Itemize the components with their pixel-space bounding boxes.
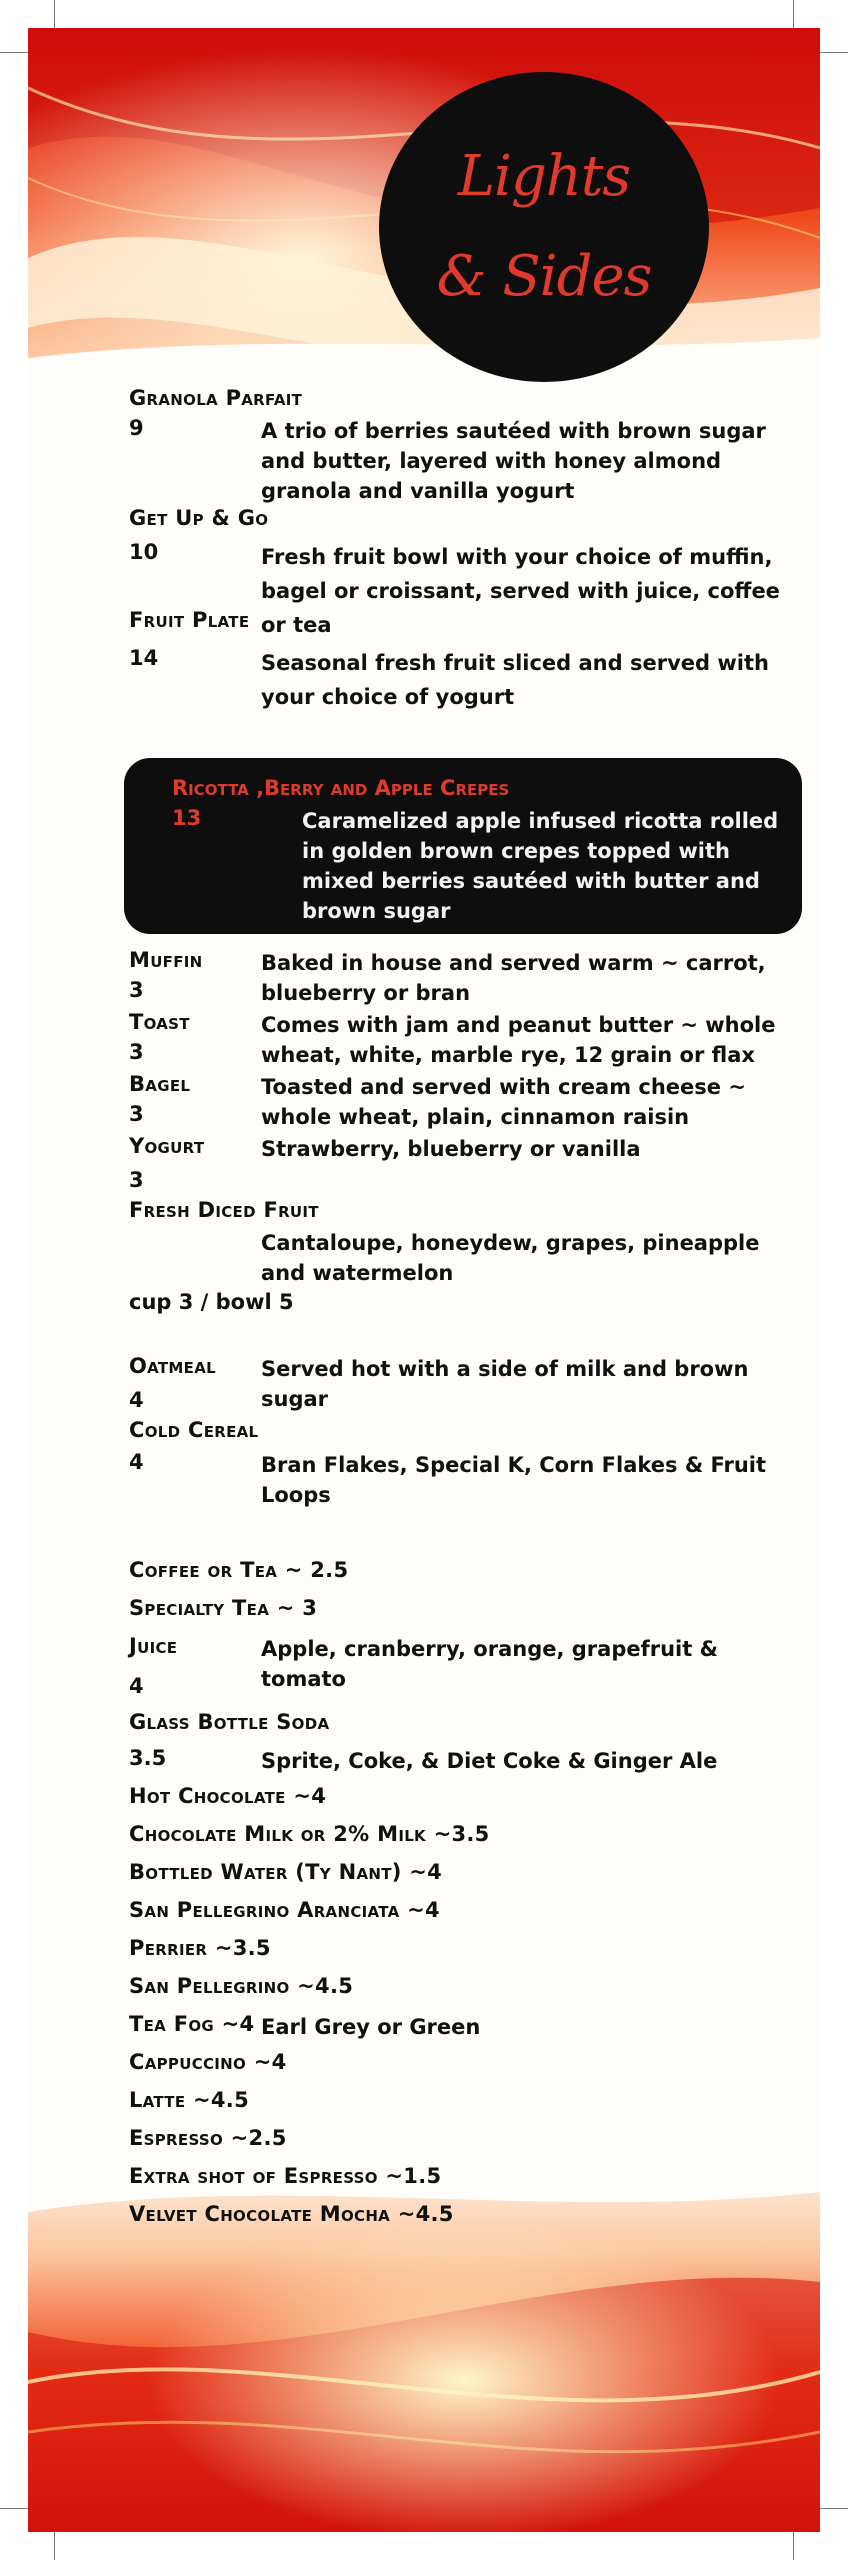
item-desc-muffin: Baked in house and served warm ~ carrot, blueberry or bran <box>261 951 766 1005</box>
drink-juice-desc: Apple, cranberry, orange, grapefruit & tomato <box>261 1637 718 1691</box>
item-desc-fresh-fruit: Cantaloupe, honeydew, grapes, pineapple and watermelon <box>261 1231 760 1285</box>
item-price-cereal: 4 <box>129 1450 144 1474</box>
drink-tea-fog-desc: Earl Grey or Green <box>261 2015 481 2039</box>
item-desc-bagel: Toasted and served with cream cheese ~ whole wheat, plain, cinnamon raisin <box>261 1075 746 1129</box>
item-desc-fruitplate: Seasonal fresh fruit sliced and served with your choice of yogurt <box>261 651 769 709</box>
item-name-fruitplate: Fruit Plate <box>129 608 250 632</box>
drink-soda-price: 3.5 <box>129 1746 167 1770</box>
item-desc-yogurt: Strawberry, blueberry or vanilla <box>261 1137 641 1161</box>
title-badge <box>379 72 709 382</box>
item-name-yogurt: Yogurt <box>129 1134 205 1158</box>
item-name-toast: Toast <box>129 1010 190 1034</box>
item-price-granola: 9 <box>129 416 144 440</box>
item-name-bagel: Bagel <box>129 1072 191 1096</box>
item-price-getupgo: 10 <box>129 540 159 564</box>
item-name-getupgo: Get Up & Go <box>129 506 269 530</box>
item-desc-cereal: Bran Flakes, Special K, Corn Flakes & Fruit Loops <box>261 1453 767 1507</box>
item-desc-oatmeal: Served hot with a side of milk and brown sugar <box>261 1357 749 1411</box>
item-price-fresh-fruit: cup 3 / bowl 5 <box>129 1290 294 1314</box>
item-desc-granola: A trio of berries sautéed with brown sugar and butter, layered with honey almond granola and vanilla yogurt <box>261 419 766 503</box>
title-lights: Lights <box>457 144 631 209</box>
drink-mocha: Velvet Chocolate Mocha ~4.5 <box>129 2202 454 2226</box>
bottom-flame-wave <box>28 2132 820 2532</box>
item-desc-getupgo: Fresh fruit bowl with your choice of muffin, bagel or croissant, served with juice, coffee or tea <box>261 545 780 637</box>
menu-page <box>28 28 820 2532</box>
item-price-yogurt: 3 <box>129 1168 144 1192</box>
drink-juice-price: 4 <box>129 1674 144 1698</box>
item-price-bagel: 3 <box>129 1102 144 1126</box>
featured-item-description: Caramelized apple infused ricotta rolled in golden brown crepes topped with mixed berries sautéed with butter and brown sugar <box>302 809 779 923</box>
drink-espresso: Espresso ~2.5 <box>129 2126 287 2150</box>
drink-water: Bottled Water (Ty Nant) ~4 <box>129 1860 443 1884</box>
item-desc-toast: Comes with jam and peanut butter ~ whole wheat, white, marble rye, 12 grain or flax <box>261 1013 776 1067</box>
drink-pellegrino: San Pellegrino ~4.5 <box>129 1974 354 1998</box>
drink-soda-desc: Sprite, Coke, & Diet Coke & Ginger Ale <box>261 1749 718 1773</box>
drink-soda-name: Glass Bottle Soda <box>129 1710 330 1734</box>
item-price-fruitplate: 14 <box>129 646 159 670</box>
featured-item-name: Ricotta ,Berry and Apple Crepes <box>172 776 510 800</box>
drink-perrier: Perrier ~3.5 <box>129 1936 271 1960</box>
item-name-muffin: Muffin <box>129 948 203 972</box>
drink-chocolate-milk: Chocolate Milk or 2% Milk ~3.5 <box>129 1822 490 1846</box>
item-name-granola: Granola Parfait <box>129 386 303 410</box>
drink-latte: Latte ~4.5 <box>129 2088 249 2112</box>
drink-coffee: Coffee or Tea ~ 2.5 <box>129 1558 349 1582</box>
drink-tea-fog-name: Tea Fog ~4 <box>129 2012 255 2036</box>
item-price-muffin: 3 <box>129 978 144 1002</box>
drink-extra-shot: Extra shot of Espresso ~1.5 <box>129 2164 442 2188</box>
drink-juice-name: Juice <box>129 1634 178 1658</box>
item-price-oatmeal: 4 <box>129 1388 144 1412</box>
drink-cappuccino: Cappuccino ~4 <box>129 2050 287 2074</box>
item-name-fresh-fruit: Fresh Diced Fruit <box>129 1198 319 1222</box>
drink-hot-chocolate: Hot Chocolate ~4 <box>129 1784 327 1808</box>
title-sides: & Sides <box>436 244 652 309</box>
item-name-cereal: Cold Cereal <box>129 1418 259 1442</box>
drink-aranciata: San Pellegrino Aranciata ~4 <box>129 1898 440 1922</box>
featured-item-price: 13 <box>172 806 202 830</box>
item-name-oatmeal: Oatmeal <box>129 1354 216 1378</box>
item-price-toast: 3 <box>129 1040 144 1064</box>
drink-specialty-tea: Specialty Tea ~ 3 <box>129 1596 318 1620</box>
featured-item-box <box>124 758 802 934</box>
